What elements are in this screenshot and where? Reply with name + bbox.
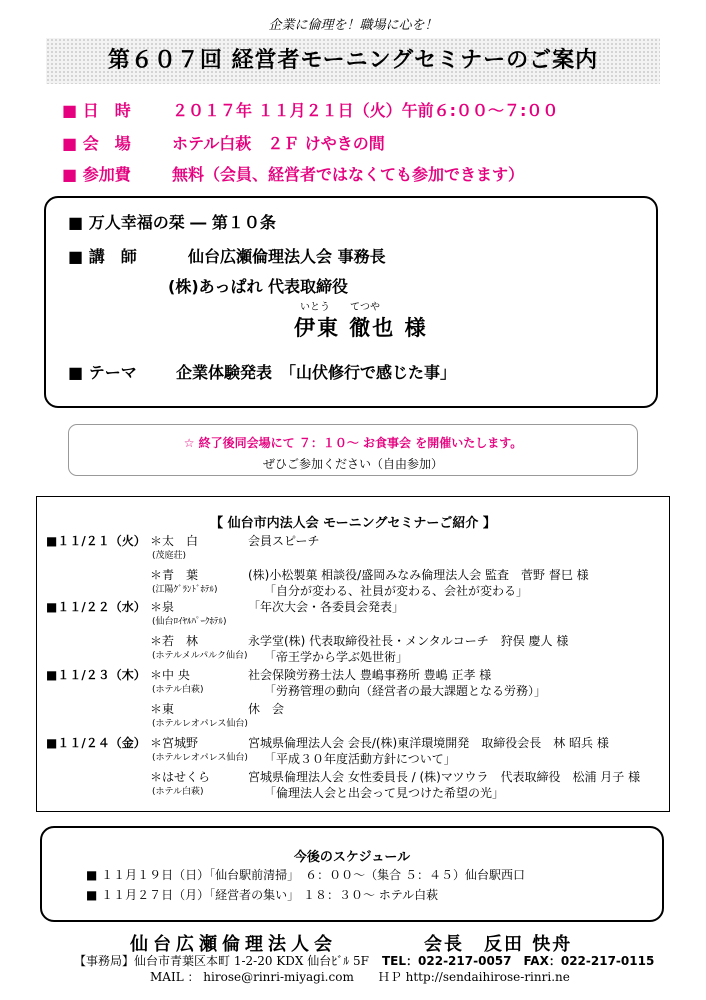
intro-topic: 「帝王学から学ぶ処世術」 xyxy=(264,650,409,664)
intro-speaker: 「年次大会・各委員会発表」 xyxy=(248,600,405,614)
intro-date: ■１１/２３（木） xyxy=(46,668,146,682)
intro-branch: ＊中 央 xyxy=(150,668,190,682)
speaker-reading: いとう てつや xyxy=(300,302,380,313)
intro-speaker: 会員スピーチ xyxy=(248,534,320,548)
schedule-item: ■ １１月２７日（月）「経営者の集い」 １８：３０～ ホテル白萩 xyxy=(86,888,439,902)
intro-venue: (ホテルレオパレス仙台) xyxy=(152,719,248,729)
speaker-company: (株)あっぱれ 代表取締役 xyxy=(168,277,349,296)
detail-label: ■ 会 場 xyxy=(62,134,131,153)
intro-branch: ＊はせくら xyxy=(150,770,211,784)
mail-homepage: MAIL ： hirose@rinri-miyagi.com ＨＰ http://sendaihirose-rinri.ne xyxy=(150,970,570,984)
dinner-notice xyxy=(68,424,638,476)
intro-speaker: (株)小松製菓 相談役/盛岡みなみ倫理法人会 監査 菅野 督巳 様 xyxy=(248,568,589,582)
notice-line: ☆ 終了後同会場にて ７：１０～ お食事会 を開催いたします。 xyxy=(183,436,523,450)
organization-name: 仙台広瀬倫理法人会 xyxy=(130,934,337,955)
intro-branch: ＊東 xyxy=(150,702,175,716)
office-address: 【事務局】仙台市青葉区本町 1-2-20 KDX 仙台ﾋﾞﾙ 5F xyxy=(74,954,369,968)
theme-label: ■ テーマ xyxy=(68,363,137,382)
schedule-title: 今後のスケジュール xyxy=(293,850,411,865)
intro-title: 【 仙台市内法人会 モーニングセミナーご紹介 】 xyxy=(210,516,496,531)
speaker-title: 仙台広瀬倫理法人会 事務長 xyxy=(188,247,386,266)
intro-date: ■１１/２４（金） xyxy=(46,736,146,750)
clause: ■ 万人幸福の栞 ― 第１０条 xyxy=(68,213,276,232)
tel-fax: TEL：022-217-0057 FAX：022-217-0115 xyxy=(382,954,655,968)
schedule-item: ■ １１月１９日（日）「仙台駅前清掃」 ６：００～（集合 ５：４５）仙台駅西口 xyxy=(86,868,525,882)
intro-venue: (仙台ﾛｲﾔﾙﾊﾟｰｸﾎﾃﾙ) xyxy=(152,617,227,627)
intro-venue: (ホテルレオパレス仙台) xyxy=(152,753,248,763)
intro-date: ■１１/２１（火） xyxy=(46,534,146,548)
intro-venue: (ホテルメルパルク仙台) xyxy=(152,651,248,661)
theme-value: 企業体験発表 「山伏修行で感じた事」 xyxy=(176,363,457,382)
intro-branch: ＊若 林 xyxy=(150,634,199,648)
intro-topic: 「自分が変わる、社員が変わる、会社が変わる」 xyxy=(264,584,529,598)
page-title: 第６０７回 経営者モーニングセミナーのご案内 xyxy=(46,38,660,84)
intro-branch: ＊青 葉 xyxy=(150,568,199,582)
detail-label: ■ 日 時 xyxy=(62,101,131,120)
intro-venue: (江陽ｸﾞﾗﾝﾄﾞﾎﾃﾙ) xyxy=(152,585,218,595)
president-name: 会長 反田 快舟 xyxy=(424,934,573,955)
speaker-name: 伊東 徹也 様 xyxy=(294,316,428,340)
detail-venue xyxy=(62,131,385,154)
detail-value: ２０１７年 １１月２１日（火）午前６:００～７:００ xyxy=(172,101,559,120)
intro-speaker: 宮城県倫理法人会 会長/(株)東洋環境開発 取締役会長 林 昭兵 様 xyxy=(248,736,609,750)
detail-value: 無料（会員、経営者ではなくても参加できます） xyxy=(172,165,525,184)
intro-speaker: 休 会 xyxy=(248,702,285,716)
detail-value: ホテル白萩 ２Ｆ けやきの間 xyxy=(172,134,385,153)
intro-speaker: 永学堂(株) 代表取締役社長・メンタルコーチ 狩俣 慶人 様 xyxy=(248,634,569,648)
intro-branch: ＊宮城野 xyxy=(150,736,199,750)
detail-date xyxy=(62,98,558,121)
intro-venue: (ホテル白萩) xyxy=(152,787,204,797)
notice-line: ぜひご参加ください（自由参加） xyxy=(262,457,443,471)
intro-branch: ＊泉 xyxy=(150,600,175,614)
speaker-label: ■ 講 師 xyxy=(68,247,137,266)
intro-topic: 「平成３０年度活動方針について」 xyxy=(264,752,456,766)
intro-venue: (茂庭荘) xyxy=(152,551,187,561)
detail-label: ■ 参加費 xyxy=(62,165,131,184)
intro-venue: (ホテル白萩) xyxy=(152,685,204,695)
intro-speaker: 社会保険労務士法人 豊嶋事務所 豊嶋 正孝 様 xyxy=(248,668,492,682)
intro-date: ■１１/２２（水） xyxy=(46,600,146,614)
intro-topic: 「倫理法人会と出会って見つけた希望の光」 xyxy=(264,786,505,800)
tagline: 企業に倫理を！職場に心を！ xyxy=(268,18,438,33)
intro-branch: ＊太 白 xyxy=(150,534,199,548)
intro-speaker: 宮城県倫理法人会 女性委員長 / (株)マツウラ 代表取締役 松浦 月子 様 xyxy=(248,770,641,784)
intro-topic: 「労務管理の動向（経営者の最大課題となる労務）」 xyxy=(264,684,547,698)
detail-fee xyxy=(62,162,524,185)
